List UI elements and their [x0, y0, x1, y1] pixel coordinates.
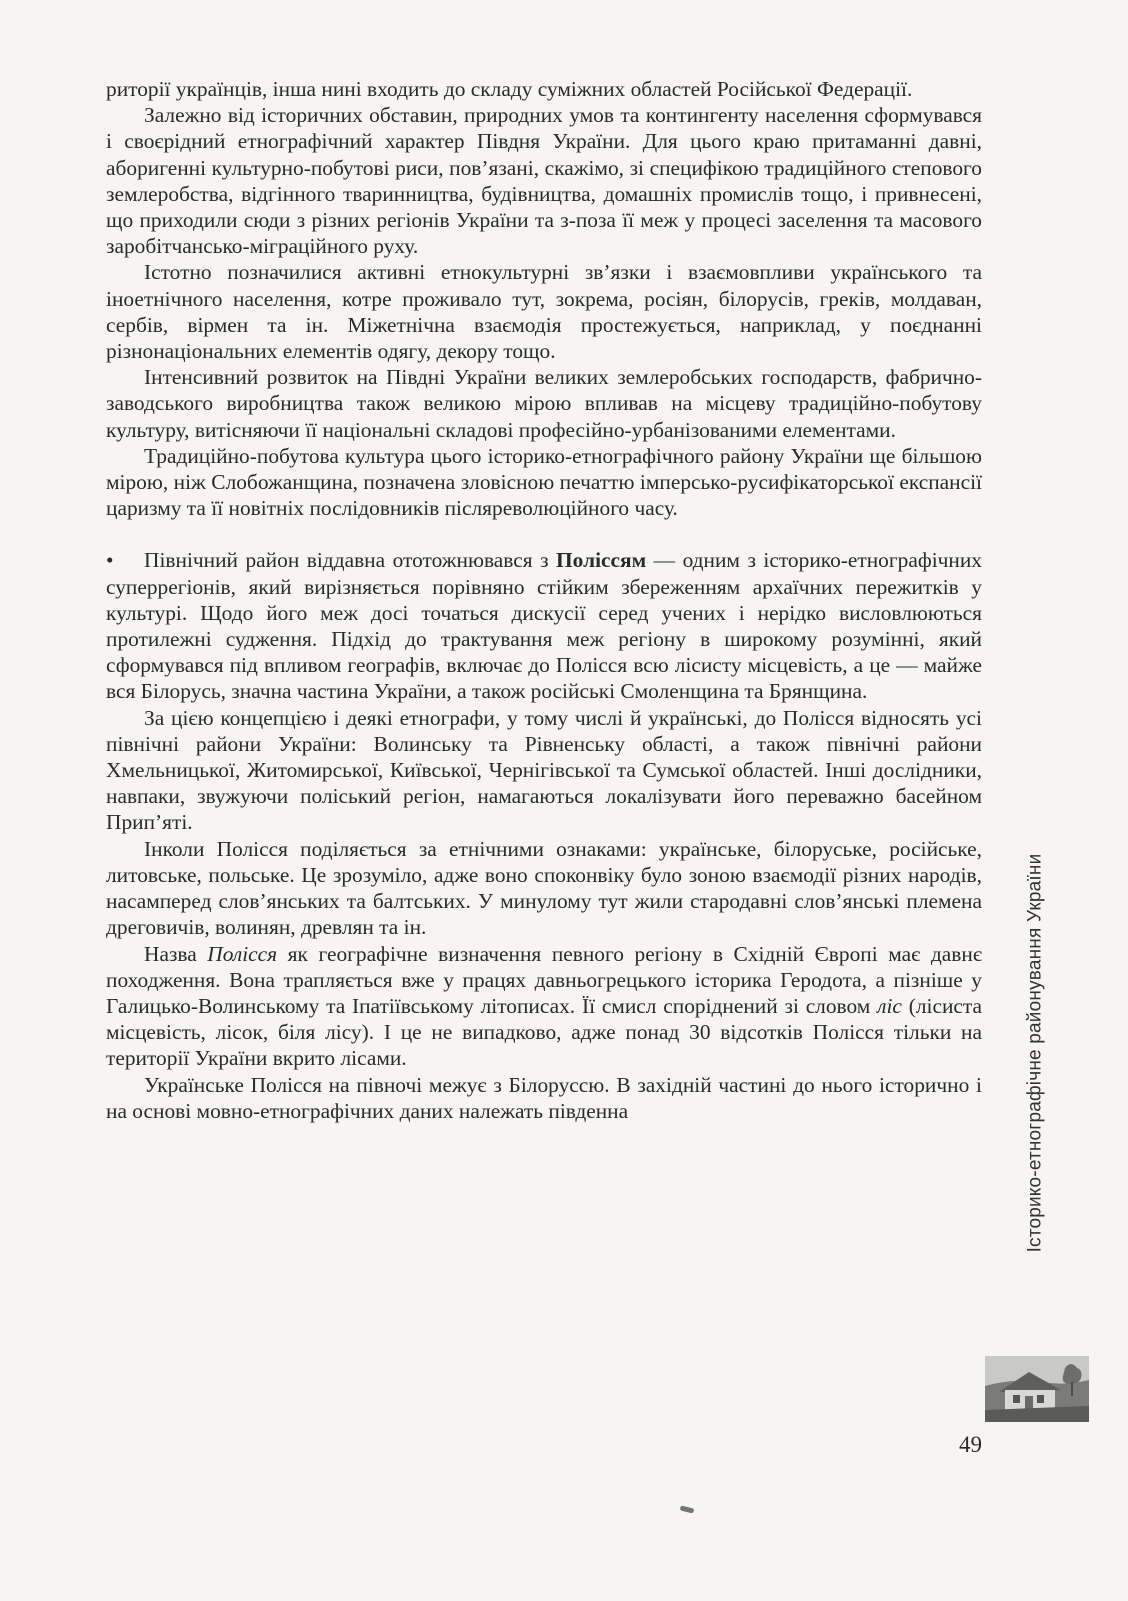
- side-running-title: [1012, 764, 1058, 1342]
- body-text: [106, 76, 982, 1124]
- text-run: Північний район віддавна ототожнювався з: [144, 548, 557, 573]
- bullet-paragraph: [106, 547, 982, 704]
- bold-term: Поліссям: [556, 548, 647, 573]
- bullet-icon: •: [106, 548, 114, 573]
- italic-term: ліс: [877, 993, 902, 1018]
- page-number: 49: [959, 1432, 982, 1457]
- paragraph: Істотно позначилися активні етнокультурні зв’язки і взаємовпливи українського та іноетнічного населення, котре проживало тут, зокрема, росіян, білорусів, греків, молдаван, сербів, вірмен та ін. Міжетнічна взаємодія простежується, наприклад, у поєднанні різнонаціональних елементів одягу, декору тощо.: [106, 260, 982, 364]
- paragraph: Українське Полісся на півночі межує з Білоруссю. В західній частині до нього історично і на основі мовно-етнографічних даних належать південна: [106, 1072, 982, 1123]
- text-run: Назва: [144, 941, 208, 966]
- text-run: (лісиста місцевість, лісок, біля лісу). І це не випадково, адже понад 30 відсотків Полісся тільки на території України вкрито лісами.: [106, 993, 982, 1071]
- paragraph: Інколи Полісся поділяється за етнічними ознаками: українське, білоруське, російське, литовське, польське. Це зрозуміло, адже воно споконвіку було зоною взаємодії різних народів, насамперед слов’янських та балтських. У минулому тут жили стародавні слов’янські племена дреговичів, волинян, древлян та ін.: [106, 836, 982, 940]
- side-title-text: Історико-етнографічне районування України: [1024, 853, 1045, 1253]
- section-gap: [106, 521, 982, 547]
- paragraph: Інтенсивний розвиток на Півдні України великих землеробських господарств, фабрично-заводського виробництва також великою мірою впливав на місцеву традиційно-побутову культуру, витісняючи її національні складові професійно-урбанізованими елементами.: [106, 365, 982, 442]
- italic-term: Полісся: [207, 941, 278, 966]
- paragraph: За цією концепцією і деякі етнографи, у тому числі й українські, до Полісся відносять усі північні райони України: Волинську та Рівненську області, а також північні райони Хмельницької, Житомирської, Київської, Чернігівської та Сумської областей. Інші дослідники, навпаки, звужуючи поліський регіон, намагаються локалізувати його переважно басейном Прип’яті.: [106, 705, 982, 835]
- paragraph: Традиційно-побутова культура цього історико-етнографічного району України ще більшою мірою, ніж Слобожанщина, позначена зловісною печаттю імперсько-русифікаторської експансії царизму та її новітніх послідовників післяреволюційного часу.: [106, 443, 982, 521]
- text-run: як географічне визначення певного регіону в Східній Європі має давнє походження. Вона трапляється вже у працях давньогрецького історика Геродота, а пізніше у Галицько-Волинському та Іпатіївському літописах. Її смисл споріднений зі словом: [106, 941, 982, 1018]
- paragraph: Залежно від історичних обставин, природних умов та контингенту населення сформувався і своєрідний етнографічний характер Півдня України. Для цього краю притаманні давні, аборигенні культурно-побутові риси, пов’язані, скажімо, зі специфікою традиційного степового землеробства, відгінного тваринництва, будівництва, домашніх промислів тощо, і привнесені, що приходили сюди з різних регіонів України та з-поза її меж у процесі заселення та масового заробітчансько-міграційного руху.: [106, 103, 982, 259]
- paragraph: риторії українців, інша нині входить до складу суміжних областей Російської Федерації.: [106, 77, 913, 101]
- house-vignette-icon: [985, 1356, 1089, 1422]
- paragraph: [106, 941, 982, 1072]
- scan-speck: [680, 1505, 695, 1513]
- text-run: — одним з історико-етнографічних суперрегіонів, який вирізняється порівняно стійким збереженням архаїчних пережитків у культурі. Щодо його меж досі точаться дискусії серед учених і нерідко висловлюються протилежні судження. Підхід до трактування меж регіону в широкому розумінні, який сформувався під впливом географів, включає до Полісся всю лісисту місцевість, а це — майже вся Білорусь, значна частина України, а також російські Смоленщина та Брянщина.: [106, 548, 982, 704]
